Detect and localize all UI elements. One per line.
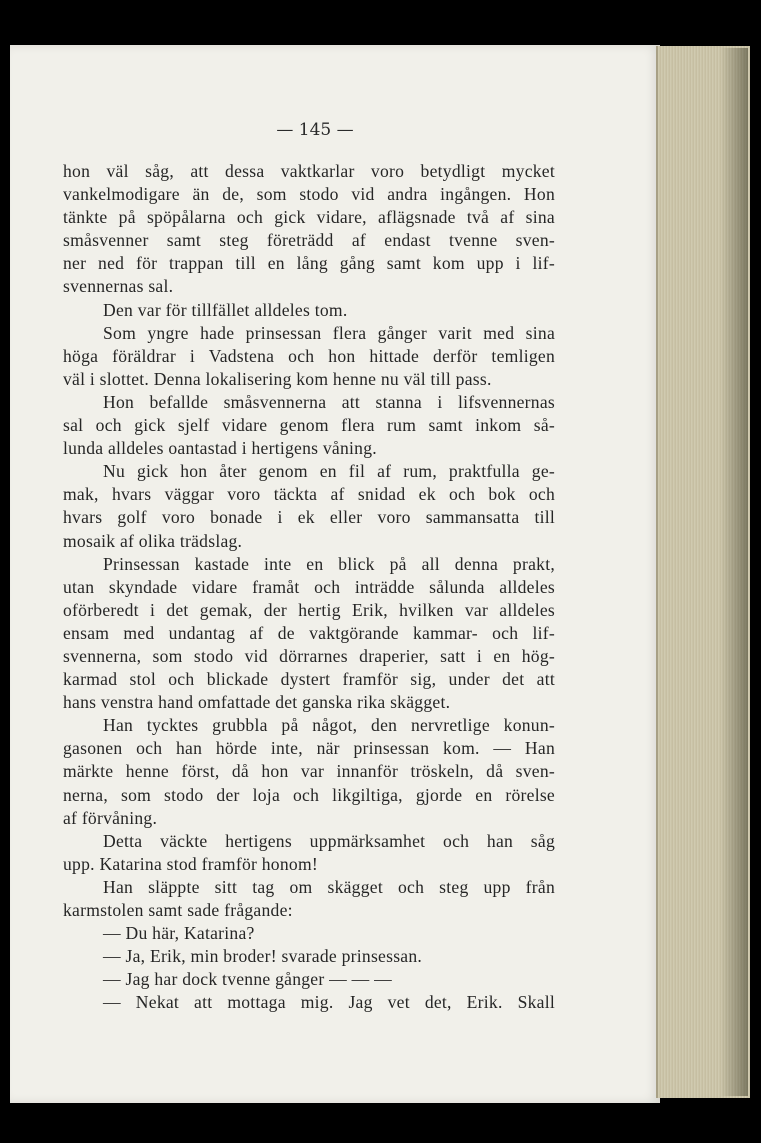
text-line: vankelmodigare än de, som stodo vid andra ingången. Hon (63, 184, 555, 205)
body-text (63, 160, 555, 1014)
text-line: Hon befallde småsvennerna att stanna i lifsvennernas (103, 391, 555, 412)
text-line: — Jag har dock tvenne gånger — — — (103, 969, 392, 990)
text-line: ensam med undantag af de vaktgörande kammar- och lif- (63, 622, 555, 643)
page-number: — 145 — (276, 120, 354, 140)
page-edge-shadow (720, 48, 748, 1096)
text-line: gasonen och han hörde inte, när prinsessan kom. — Han (63, 738, 555, 759)
text-line: karmstolen samt sade frågande: (63, 900, 293, 920)
text-line: höga föräldrar i Vadstena och hon hittade derför temligen (63, 345, 555, 366)
text-line: Detta väckte hertigens uppmärksamhet och han såg (103, 830, 555, 851)
text-line: ner ned för trappan till en lång gång samt kom upp i lif- (63, 253, 555, 274)
text-line: hon väl såg, att dessa vaktkarlar voro betydligt mycket (63, 161, 555, 181)
text-line: sal och gick sjelf vidare genom flera rum samt inkom så- (63, 415, 555, 436)
text-line: märkte henne först, då hon var innanför tröskeln, då sven- (63, 761, 555, 782)
text-line: Prinsessan kastade inte en blick på all denna prakt, (103, 553, 555, 574)
text-line: mosaik af olika trädslag. (63, 530, 243, 551)
text-line: oförberedt i det gemak, der hertig Erik, hvilken var alldeles (63, 599, 555, 620)
text-line: Som yngre hade prinsessan flera gånger varit med sina (103, 322, 555, 343)
text-line: småsvenner samt steg företrädd af endast tvenne sven- (63, 230, 555, 251)
text-line: väl i slottet. Denna lokalisering kom henne nu väl till pass. (63, 368, 492, 389)
text-line: hvars golf voro bonade i ek eller voro sammansatta till (63, 507, 555, 528)
text-line: Han släppte sitt tag om skägget och steg upp från (103, 876, 555, 897)
text-line: karmad stol och blickade dystert framför sig, under det att (63, 669, 555, 690)
text-line: upp. Katarina stod framför honom! (63, 853, 318, 874)
text-line: utan skyndade vidare framåt och inträdde sålunda alldeles (63, 576, 555, 597)
text-line: hans venstra hand omfattade det ganska rika skägget. (63, 692, 451, 713)
text-line: Den var för tillfället alldeles tom. (103, 299, 348, 320)
text-line: svennerna, som stodo vid dörrarnes draperier, satt i en hög- (63, 645, 555, 666)
text-line: Han tycktes grubbla på något, den nervretlige konun- (103, 715, 555, 736)
text-line: svennernas sal. (63, 276, 174, 297)
text-line: nerna, som stodo der loja och likgiltiga, gjorde en rörelse (63, 784, 555, 805)
text-line: — Du här, Katarina? (103, 923, 255, 944)
text-line: Nu gick hon åter genom en fil af rum, praktfulla ge- (103, 461, 555, 482)
text-line: — Nekat att mottaga mig. Jag vet det, Erik. Skall (103, 992, 555, 1013)
text-line: — Ja, Erik, min broder! svarade prinsessan. (103, 946, 423, 967)
text-line: lunda alldeles oantastad i hertigens våning. (63, 438, 377, 459)
text-line: mak, hvars väggar voro täckta af snidad ek och bok och (63, 484, 555, 505)
text-line: af förvåning. (63, 807, 158, 828)
text-line: tänkte på spöpålarna och gick vidare, aflägsnade två af sina (63, 207, 555, 228)
